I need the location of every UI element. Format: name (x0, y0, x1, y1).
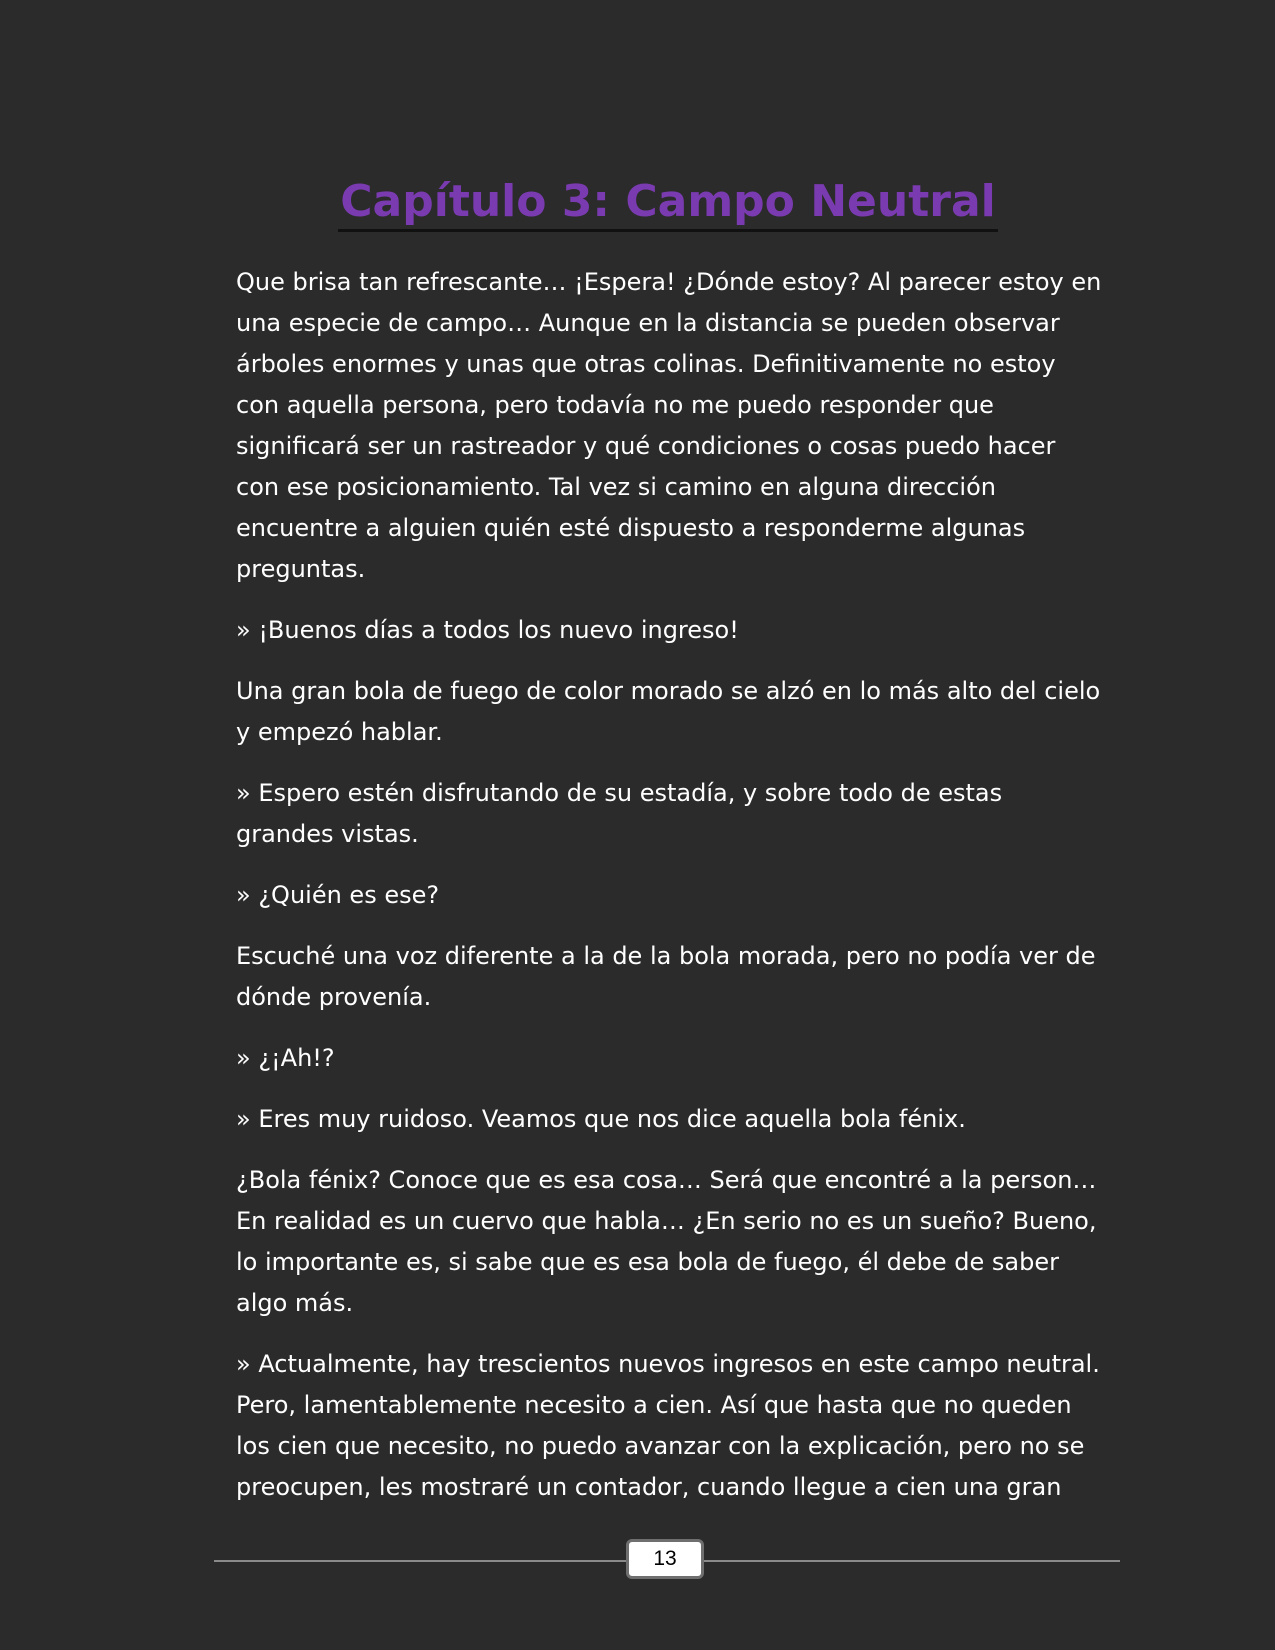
paragraph: » Eres muy ruidoso. Veamos que nos dice aquella bola fénix. (236, 1105, 966, 1133)
chapter-body (236, 262, 1106, 1528)
paragraph: » Espero estén disfrutando de su estadía, y sobre todo de estas grandes vistas. (236, 779, 1003, 848)
paragraph: ¿Bola fénix? Conoce que es esa cosa… Será que encontré a la person… En realidad es un cuervo que habla… ¿En serio no es un sueño? Bueno, lo importante es, si sabe que es esa bola de fuego, él debe de saber algo más. (236, 1166, 1097, 1317)
chapter-title (0, 172, 1275, 232)
page-number: 13 (626, 1539, 704, 1579)
paragraph: Escuché una voz diferente a la de la bola morada, pero no podía ver de dónde provenía. (236, 942, 1096, 1011)
chapter-title-text: Capítulo 3: Campo Neutral (338, 175, 997, 232)
paragraph: Una gran bola de fuego de color morado se alzó en lo más alto del cielo y empezó hablar. (236, 677, 1101, 746)
paragraph: » ¡Buenos días a todos los nuevo ingreso! (236, 616, 739, 644)
paragraph: Que brisa tan refrescante… ¡Espera! ¿Dónde estoy? Al parecer estoy en una especie de campo… Aunque en la distancia se pueden observar árboles enormes y unas que otras colinas. Definitivamente no estoy con aquella persona, pero todavía no me puedo responder que significará ser un rastreador y qué condiciones o cosas puedo hacer con ese posicionamiento. Tal vez si camino en alguna dirección encuentre a alguien quién esté dispuesto a responderme algunas preguntas. (236, 268, 1102, 583)
page-footer (214, 1538, 1120, 1584)
paragraph: » Actualmente, hay trescientos nuevos ingresos en este campo neutral. Pero, lamentablemente necesito a cien. Así que hasta que no queden los cien que necesito, no puedo avanzar con la explicación, pero no se preocupen, les mostraré un contador, cuando llegue a cien una gran (236, 1350, 1100, 1501)
paragraph: » ¿¡Ah!? (236, 1044, 335, 1072)
paragraph: » ¿Quién es ese? (236, 881, 440, 909)
